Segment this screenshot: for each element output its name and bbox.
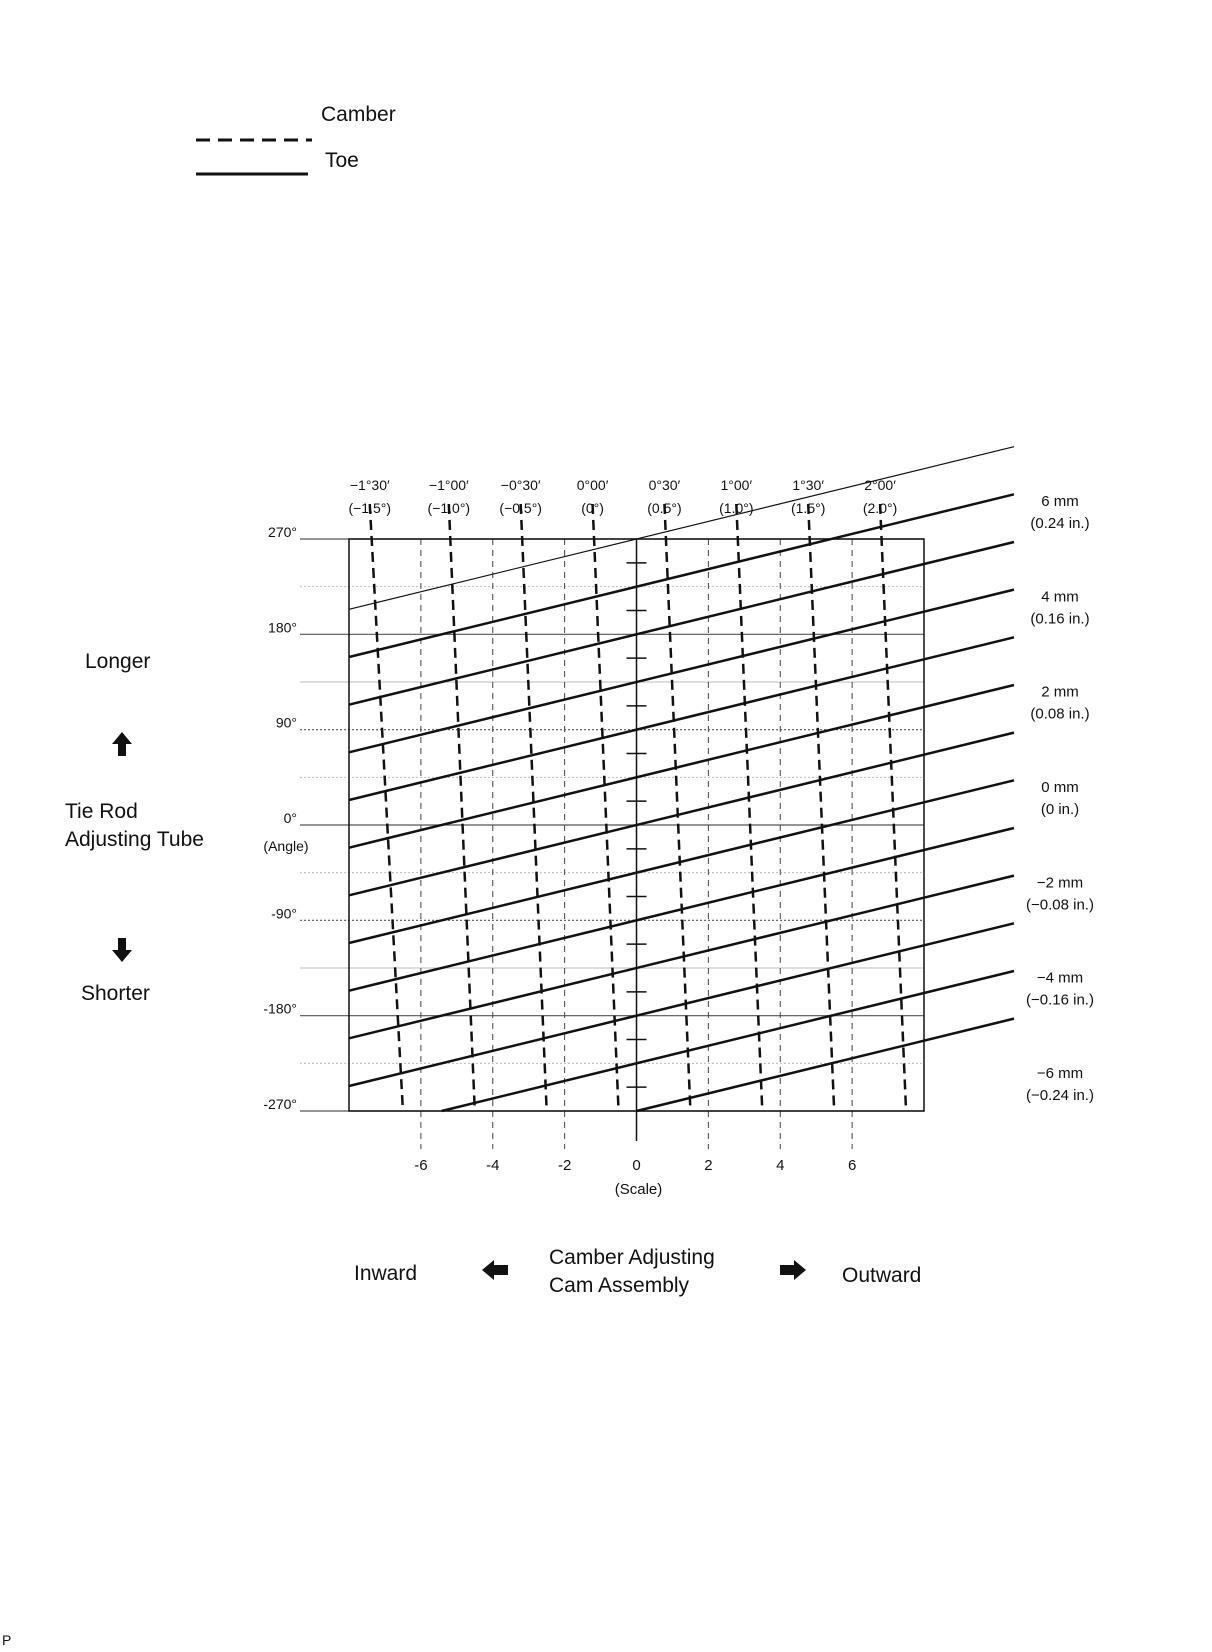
right-arrow-icon (780, 1260, 806, 1280)
toe-line (349, 590, 1014, 753)
legend (196, 140, 312, 174)
camber-line (736, 504, 762, 1111)
camber-label-deg: −0°30′ (500, 477, 541, 493)
y-tick-label: 180° (268, 619, 297, 636)
toe-label-in: (0.08 in.) (1030, 705, 1090, 723)
cam-label-line2: Cam Assembly (549, 1274, 690, 1297)
toe-label-in: (−0.16 in.) (1026, 991, 1094, 1009)
toe-label-in: (−0.08 in.) (1026, 896, 1094, 914)
x-axis-label: (Scale) (614, 1181, 663, 1198)
toe-line (442, 971, 1014, 1111)
camber-label-dec: (0°) (581, 500, 604, 516)
camber-label-deg: 0°30′ (648, 477, 681, 493)
longer-label: Longer (85, 650, 151, 673)
tube-label-line1: Tie Rod (65, 800, 138, 823)
inward-label: Inward (354, 1262, 418, 1285)
toe-label-mm: 6 mm (1041, 493, 1079, 510)
camber-label-deg: −1°00′ (428, 477, 469, 493)
y-axis-label: (Angle) (263, 838, 309, 854)
toe-line (349, 542, 1014, 705)
camber-label-deg: −1°30′ (349, 477, 390, 493)
legend-toe-label: Toe (325, 149, 359, 172)
toe-label-mm: 0 mm (1041, 779, 1079, 796)
y-tick-label: -90° (271, 905, 297, 922)
y-tick-label: -270° (263, 1096, 297, 1112)
camber-label-deg: 2°00′ (864, 477, 896, 493)
toe-label-in: (0 in.) (1040, 801, 1080, 818)
toe-line (349, 923, 1014, 1086)
camber-label-dec: (2.0°) (862, 500, 898, 516)
x-tick-label: -4 (486, 1157, 500, 1174)
x-tick-label: 4 (776, 1157, 785, 1174)
toe-line (349, 876, 1014, 1039)
toe-label-mm: 4 mm (1041, 588, 1079, 606)
toe-line (349, 733, 1014, 896)
toe-line (349, 685, 1014, 848)
camber-line (449, 504, 475, 1111)
toe-label-mm: −6 mm (1036, 1065, 1084, 1082)
shorter-label: Shorter (81, 982, 150, 1005)
x-tick-label: -6 (414, 1157, 428, 1174)
toe-line (349, 780, 1014, 943)
down-arrow-icon (112, 938, 132, 962)
x-tick-label: 6 (847, 1157, 857, 1174)
toe-label-in: (0.24 in.) (1030, 515, 1090, 532)
camber-label-dec: (−1.5°) (348, 500, 392, 516)
toe-line (349, 637, 1014, 800)
toe-label-mm: −4 mm (1036, 969, 1084, 987)
grid (300, 539, 924, 1149)
up-arrow-icon (112, 732, 132, 756)
y-tick-label: 90° (275, 714, 297, 731)
x-tick-label: 2 (704, 1157, 713, 1174)
y-tick-label: 270° (268, 524, 297, 540)
left-arrow-icon (482, 1260, 508, 1280)
y-tick-label: 0° (283, 810, 297, 826)
toe-line (637, 1019, 1015, 1111)
camber-line (370, 504, 403, 1111)
camber-line (664, 504, 690, 1111)
tube-label-line2: Adjusting Tube (65, 828, 204, 851)
toe-label-mm: 2 mm (1041, 683, 1079, 701)
camber-label-dec: (1.0°) (719, 500, 754, 516)
camber-label-deg: 0°00′ (576, 477, 609, 493)
camber-label-dec: (1.5°) (790, 500, 826, 516)
y-tick-label: -180° (263, 1000, 297, 1017)
corner-mark: P (2, 1632, 12, 1648)
camber-lines (370, 504, 906, 1111)
toe-label-mm: −2 mm (1036, 874, 1084, 892)
legend-camber-label: Camber (321, 103, 396, 126)
toe-line (349, 494, 1014, 657)
camber-label-dec: (0.5°) (647, 500, 682, 516)
cam-label-line1: Camber Adjusting (549, 1246, 715, 1269)
camber-label-deg: 1°00′ (720, 477, 753, 493)
camber-label-dec: (−1.0°) (427, 500, 471, 516)
x-tick-label: 0 (632, 1157, 641, 1174)
toe-line (349, 828, 1014, 991)
arrows (112, 732, 806, 1280)
outward-label: Outward (842, 1264, 922, 1287)
toe-lines (349, 447, 1014, 1111)
camber-label-dec: (−0.5°) (499, 500, 542, 516)
camber-label-deg: 1°30′ (792, 477, 824, 493)
x-tick-label: -2 (557, 1157, 572, 1174)
camber-line (521, 504, 547, 1111)
toe-label-in: (−0.24 in.) (1026, 1087, 1094, 1104)
toe-label-in: (0.16 in.) (1030, 610, 1090, 628)
